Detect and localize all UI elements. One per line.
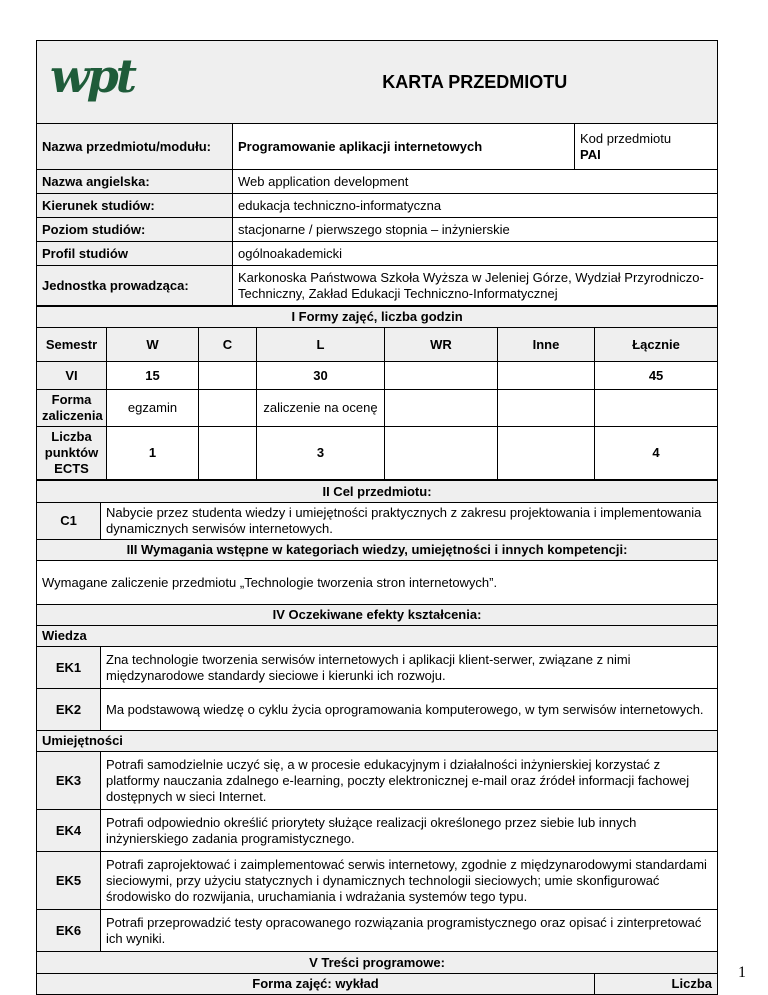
ek1-code: EK1	[37, 647, 101, 689]
ects-c	[199, 427, 257, 480]
ek3-text: Potrafi samodzielnie uczyć się, a w procesie edukacyjnym i działalności inżynierskiej korzystać z platformy nauczania zdalnego e-learning, poczty elektronicznej e-mail oraz źródeł informacji fachowej dostępnych w sieci Internet.	[101, 752, 718, 810]
tresci-section-title: V Treści programowe:	[37, 952, 718, 974]
forms-table	[36, 306, 718, 480]
hours-inne	[498, 362, 595, 390]
ek4-code: EK4	[37, 810, 101, 852]
ek3-code: EK3	[37, 752, 101, 810]
wymagania-text: Wymagane zaliczenie przedmiotu „Technologie tworzenia stron internetowych”.	[37, 561, 718, 605]
jednostka-label: Jednostka prowadząca:	[37, 266, 233, 306]
ek5-code: EK5	[37, 852, 101, 910]
logo-cell	[37, 41, 233, 124]
ek2-text: Ma podstawową wiedzę o cyklu życia oprogramowania komputerowego, w tym serwisów internetowych.	[101, 689, 718, 731]
kierunek-label: Kierunek studiów:	[37, 194, 233, 218]
ects-label: Liczba punktów ECTS	[37, 427, 107, 480]
info-table	[36, 40, 718, 306]
cel-code: C1	[37, 503, 101, 540]
hours-semestr: VI	[37, 362, 107, 390]
forms-section-title: I Formy zajęć, liczba godzin	[37, 307, 718, 328]
zaliczenie-w: egzamin	[107, 390, 199, 427]
hours-total: 45	[595, 362, 718, 390]
wiedza-label: Wiedza	[37, 626, 718, 647]
umiejetnosci-label: Umiejętności	[37, 731, 718, 752]
kierunek-value: edukacja techniczno-informatyczna	[233, 194, 718, 218]
hours-c	[199, 362, 257, 390]
ects-l: 3	[257, 427, 385, 480]
ang-label: Nazwa angielska:	[37, 170, 233, 194]
zaliczenie-inne	[498, 390, 595, 427]
ek4-text: Potrafi odpowiednio określić priorytety służące realizacji określonego przez siebie lub innych inżynierskiego zadania programistycznego.	[101, 810, 718, 852]
ek1-text: Zna technologie tworzenia serwisów internetowych i aplikacji klient-serwer, związane z nimi międzynarodowe standardy sieciowe i kierunki ich rozwoju.	[101, 647, 718, 689]
course-card	[36, 40, 717, 995]
wymagania-section-title: III Wymagania wstępne w kategoriach wiedzy, umiejętności i innych kompetencji:	[37, 540, 718, 561]
ek5-text: Potrafi zaprojektować i zaimplementować serwis internetowy, zgodnie z międzynarodowymi standardami sieciowymi, przy użyciu statycznych i dynamicznych technologii sieciowych; umie skonfigurować środowisko do rozwijania, uruchamiania i wdrażania systemów tego typu.	[101, 852, 718, 910]
ang-value: Web application development	[233, 170, 718, 194]
zaliczenie-l: zaliczenie na ocenę	[257, 390, 385, 427]
col-c: C	[199, 328, 257, 362]
profil-label: Profil studiów	[37, 242, 233, 266]
wpt-logo: wpt	[50, 49, 135, 103]
ek6-text: Potrafi przeprowadzić testy opracowanego rozwiązania programistycznego oraz opisać i zinterpretować ich wyniki.	[101, 910, 718, 952]
zaliczenie-label: Forma zaliczenia	[37, 390, 107, 427]
content-table	[36, 480, 718, 995]
col-wr: WR	[385, 328, 498, 362]
cel-section-title: II Cel przedmiotu:	[37, 481, 718, 503]
ects-inne	[498, 427, 595, 480]
ek2-code: EK2	[37, 689, 101, 731]
profil-value: ogólnoakademicki	[233, 242, 718, 266]
kod-label: Kod przedmiotu	[580, 130, 672, 146]
cel-text: Nabycie przez studenta wiedzy i umiejętności praktycznych z zakresu projektowania i implementowania dynamicznych serwisów internetowych.	[101, 503, 718, 540]
kod-value: PAI	[580, 146, 601, 162]
nazwa-label: Nazwa przedmiotu/modułu:	[37, 124, 233, 170]
hours-l: 30	[257, 362, 385, 390]
poziom-label: Poziom studiów:	[37, 218, 233, 242]
nazwa-value: Programowanie aplikacji internetowych	[233, 124, 575, 170]
ects-wr	[385, 427, 498, 480]
ects-w: 1	[107, 427, 199, 480]
kod-cell	[575, 124, 718, 170]
col-inne: Inne	[498, 328, 595, 362]
col-l: L	[257, 328, 385, 362]
efekty-section-title: IV Oczekiwane efekty kształcenia:	[37, 605, 718, 626]
ek6-code: EK6	[37, 910, 101, 952]
col-semestr: Semestr	[37, 328, 107, 362]
zaliczenie-total	[595, 390, 718, 427]
tresci-form-label: Forma zajęć: wykład	[37, 974, 595, 995]
hours-wr	[385, 362, 498, 390]
zaliczenie-c	[199, 390, 257, 427]
col-w: W	[107, 328, 199, 362]
page-title: KARTA PRZEDMIOTU	[233, 41, 718, 124]
ects-total: 4	[595, 427, 718, 480]
zaliczenie-wr	[385, 390, 498, 427]
page-number: 1	[738, 964, 746, 981]
poziom-value: stacjonarne / pierwszego stopnia – inżynierskie	[233, 218, 718, 242]
hours-w: 15	[107, 362, 199, 390]
col-lacznie: Łącznie	[595, 328, 718, 362]
tresci-count-label: Liczba	[595, 974, 718, 995]
jednostka-value: Karkonoska Państwowa Szkoła Wyższa w Jeleniej Górze, Wydział Przyrodniczo-Techniczny, Zakład Edukacji Techniczno-Informatycznej	[233, 266, 718, 306]
